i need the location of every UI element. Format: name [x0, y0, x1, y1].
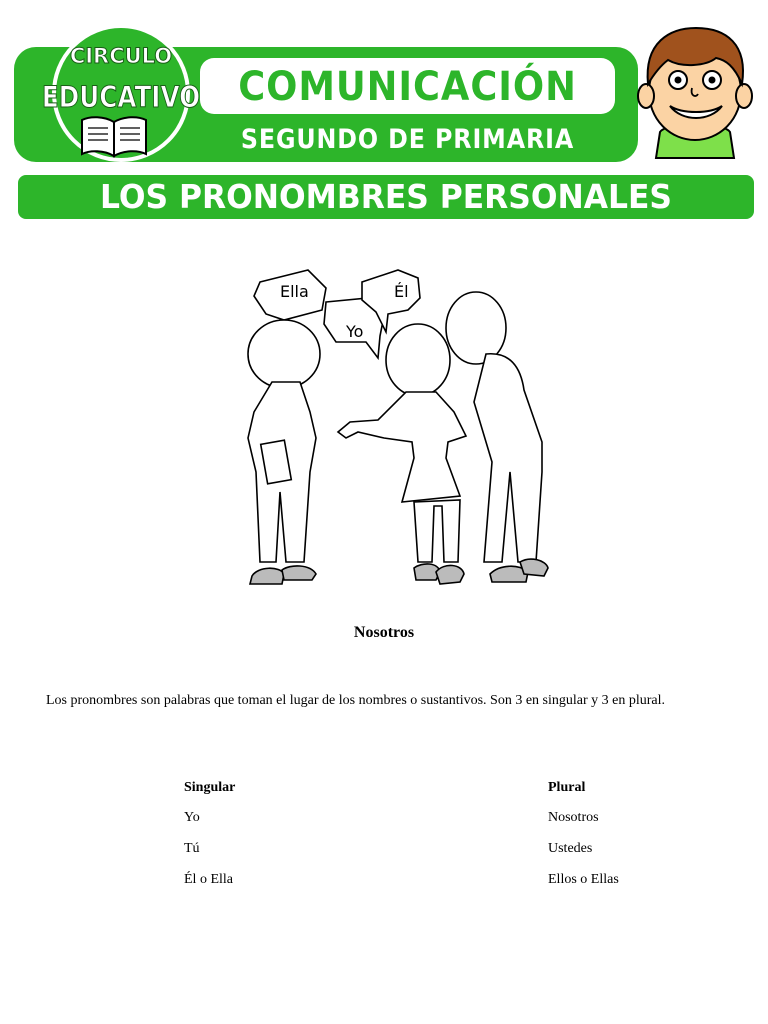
list-item: Yo: [184, 810, 200, 825]
logo-text-bottom: EDUCATIVO: [41, 80, 201, 114]
grade-title: SEGUNDO DE PRIMARIA: [240, 124, 575, 155]
list-item: Tú: [184, 841, 200, 856]
singular-header: Singular: [184, 780, 236, 795]
bubble-yo: Yo: [346, 322, 364, 341]
list-item: Él o Ella: [184, 872, 233, 887]
list-item: Nosotros: [548, 810, 599, 825]
list-item: Ellos o Ellas: [548, 872, 619, 887]
page-header: [0, 0, 768, 216]
singular-column: [184, 776, 235, 899]
boy-mascot-icon: [630, 22, 760, 160]
children-drawing: [238, 262, 568, 597]
plural-column: [548, 776, 619, 899]
logo-text-top: CIRCULO: [69, 44, 173, 68]
children-illustration: [238, 262, 568, 597]
plural-header: Plural: [548, 780, 586, 795]
list-item: Ustedes: [548, 841, 593, 856]
bubble-el: Él: [394, 282, 409, 301]
illustration-caption: Nosotros: [353, 624, 415, 641]
intro-paragraph: Los pronombres son palabras que toman el lugar de los nombres o sustantivos. Son 3 en singular y 3 en plural.: [46, 693, 666, 708]
book-icon: [78, 114, 150, 160]
subject-title: COMUNICACIÓN: [238, 64, 577, 110]
bubble-ella: Ella: [280, 282, 309, 301]
lesson-title: LOS PRONOMBRES PERSONALES: [99, 177, 673, 216]
